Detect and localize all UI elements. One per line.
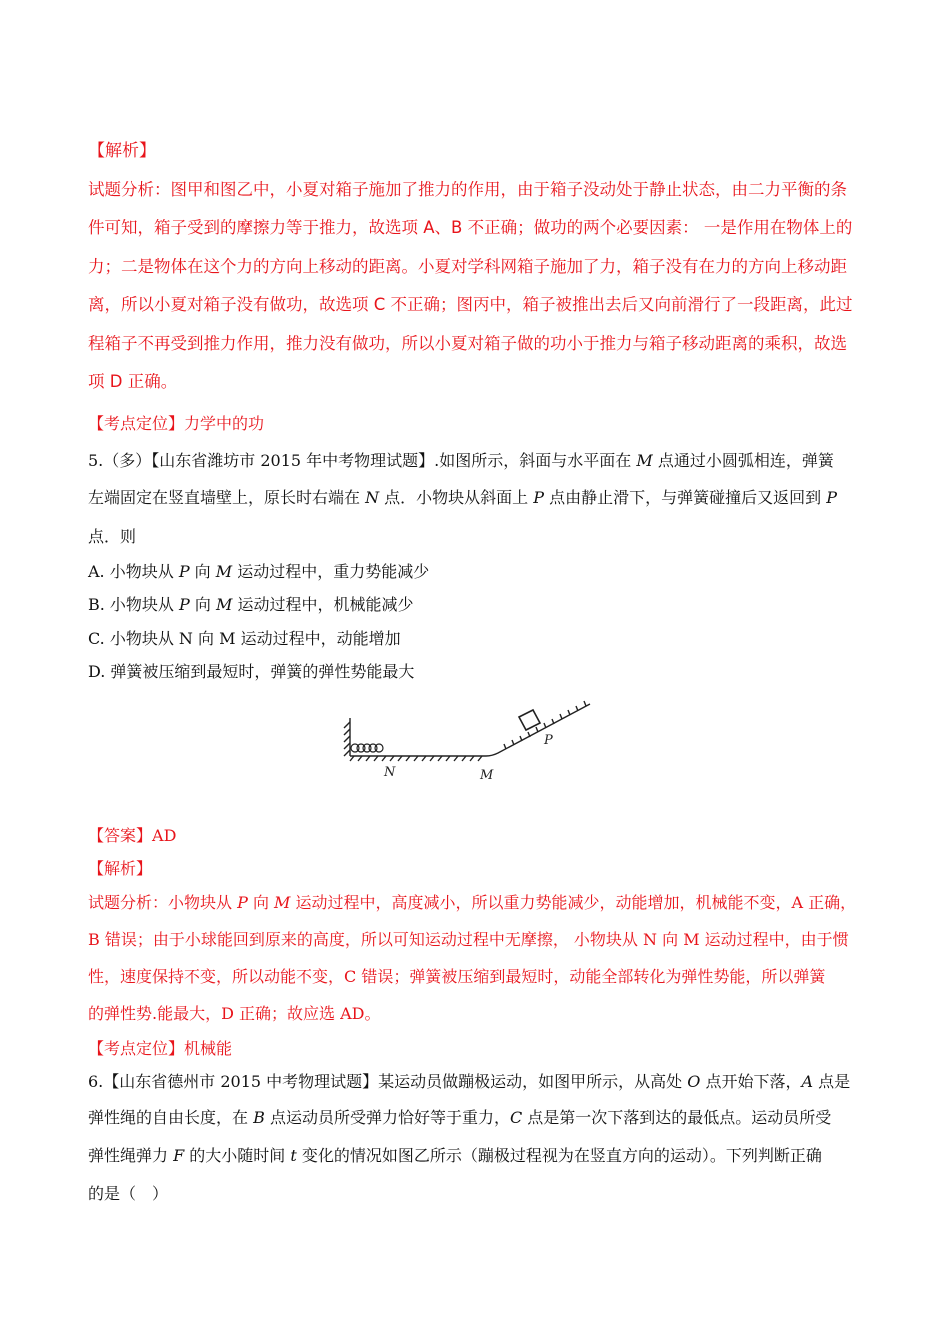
question-text-line: 点．则 (88, 526, 137, 546)
question-text-line: 的是（ ） (88, 1184, 169, 1203)
option-d: D. 弹簧被压缩到最短时，弹簧的弹性势能最大 (88, 662, 415, 681)
answer-block (88, 818, 878, 1213)
question-text-line: 6.【山东省德州市 2015 中考物理试题】某运动员做蹦极运动，如图甲所示，从高处 O 点开始下落，A 点是 (88, 1072, 851, 1091)
block-p (519, 710, 540, 730)
answer-value: AD (152, 826, 177, 845)
kaodian-label: 【考点定位】 (88, 1039, 185, 1058)
option-a: A. 小物块从 P 向 M 运动过程中，重力势能减少 (88, 561, 430, 581)
question-text-line: 弹性绳的自由长度，在 B 点运动员所受弹力恰好等于重力，C 点是第一次下落到达的最低点。运动员所受 (88, 1108, 832, 1127)
analysis-line: 力；二是物体在这个力的方向上移动的距离。小夏对学科网箱子施加了力，箱子没有在力的方向上移动距 (88, 256, 847, 276)
label-p: P (544, 733, 553, 748)
kaodian-line (88, 407, 878, 441)
analysis-line: 件可知，箱子受到的摩擦力等于推力，故选项 A、B 不正确；做功的两个必要因素： 一是作用在物体上的 (88, 218, 853, 237)
option-c: C. 小物块从 N 向 M 运动过程中，动能增加 (88, 628, 401, 648)
analysis-line: 程箱子不再受到推力作用，推力没有做功，所以小夏对箱子做的功小于推力与箱子移动距离的乘积，故选 (88, 333, 847, 353)
analysis-line: 试题分析：小物块从 P 向 M 运动过程中，高度减小，所以重力势能减少，动能增加，机械能不变，A 正确， (88, 893, 857, 912)
label-m: M (480, 768, 494, 783)
analysis-line: 的弹性势.能最大，D 正确；故应选 AD。 (88, 1004, 381, 1023)
analysis-line: 离，所以小夏对箱子没有做功，故选项 C 不正确；图丙中，箱子被推出去后又向前滑行了一段距离，此过 (88, 295, 853, 314)
option-b: B. 小物块从 P 向 M 运动过程中，机械能减少 (88, 595, 414, 614)
question-5-block (88, 407, 878, 689)
incline-line (486, 704, 590, 756)
label-n: N (384, 765, 396, 780)
question-text-line: 5.（多）【山东省潍坊市 2015 年中考物理试题】.如图所示，斜面与水平面在 M 点通过小圆弧相连，弹簧 (88, 451, 834, 470)
kaodian-value: 力学中的功 (184, 414, 265, 433)
answer-label: 【答案】 (88, 826, 153, 845)
question-text-line: 弹性绳弹力 F 的大小随时间 t 变化的情况如图乙所示（蹦极过程视为在竖直方向的运动）。下列判断正确 (88, 1146, 822, 1165)
incline-diagram (340, 686, 600, 786)
prev-analysis-block (88, 132, 878, 402)
kaodian-label: 【考点定位】 (88, 414, 185, 433)
analysis-line: 项 D 正确。 (88, 372, 178, 391)
kaodian-value: 机械能 (184, 1039, 233, 1058)
analysis-line: 试题分析：图甲和图乙中，小夏对箱子施加了推力的作用，由于箱子没动处于静止状态，由二力平衡的条 (88, 179, 847, 199)
analysis-header: 【解析】 (88, 859, 153, 878)
question-text-line: 左端固定在竖直墙壁上，原长时右端在 N 点．小物块从斜面上 P 点由静止滑下，与弹簧碰撞后又返回到 P (88, 487, 837, 507)
analysis-line: 性，速度保持不变，所以动能不变，C 错误；弹簧被压缩到最短时，动能全部转化为弹性势能，所以弹簧 (88, 967, 826, 986)
analysis-header: 【解析】 (88, 141, 156, 161)
spring-incline-figure (340, 686, 600, 786)
analysis-line: B 错误；由于小球能回到原来的高度，所以可知运动过程中无摩擦， 小物块从 N 向 M 运动过程中，由于惯 (88, 930, 849, 949)
spring (351, 744, 383, 752)
kaodian-line (88, 1032, 878, 1066)
answer-line (88, 818, 878, 853)
